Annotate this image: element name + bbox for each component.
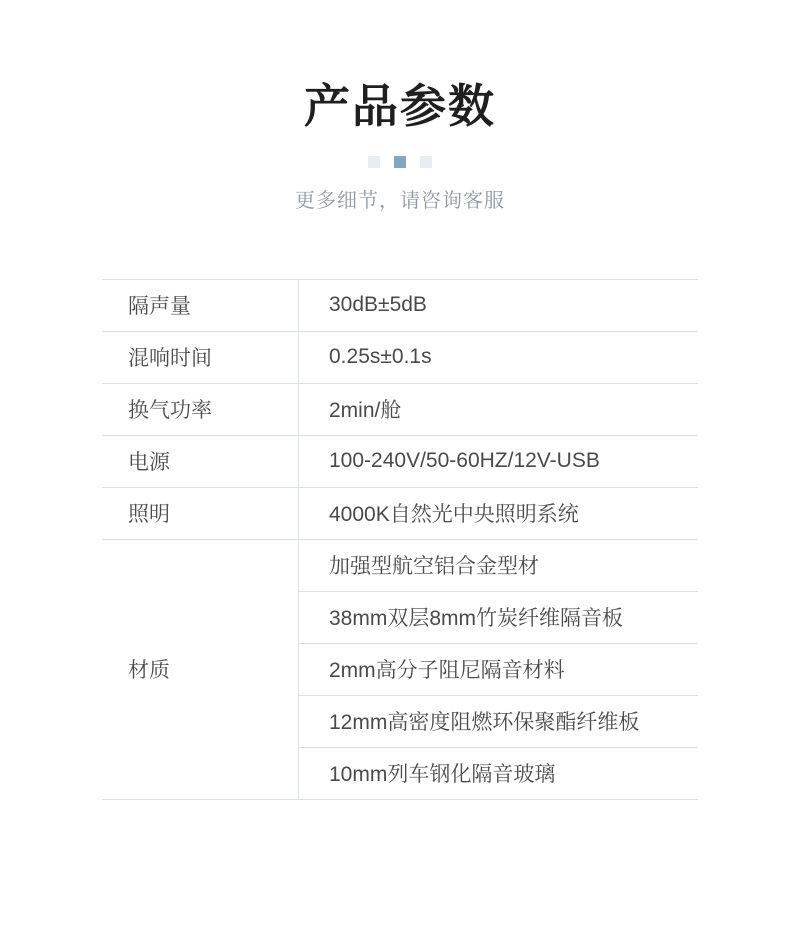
dot-2-icon <box>394 156 406 168</box>
decorative-dots <box>0 156 800 168</box>
spec-value: 2min/舱 <box>299 383 699 435</box>
page-subtitle: 更多细节，请咨询客服 <box>295 189 505 212</box>
page-title: 产品参数 <box>304 80 496 132</box>
table-row <box>102 487 698 539</box>
spec-value-material: 加强型航空铝合金型材 <box>299 539 699 591</box>
spec-value-material: 38mm双层8mm竹炭纤维隔音板 <box>299 591 699 643</box>
spec-value: 100-240V/50-60HZ/12V-USB <box>299 435 699 487</box>
spec-label: 电源 <box>102 435 299 487</box>
spec-table <box>102 279 698 800</box>
table-row <box>102 435 698 487</box>
page-header <box>0 0 800 213</box>
spec-value-material: 2mm高分子阻尼隔音材料 <box>299 643 699 695</box>
spec-label-material: 材质 <box>102 539 299 799</box>
dot-1-icon <box>368 156 380 168</box>
spec-label: 照明 <box>102 487 299 539</box>
table-row <box>102 279 698 331</box>
spec-value-material: 10mm列车钢化隔音玻璃 <box>299 747 699 799</box>
spec-value: 4000K自然光中央照明系统 <box>299 487 699 539</box>
spec-label: 换气功率 <box>102 383 299 435</box>
spec-label: 混响时间 <box>102 331 299 383</box>
dot-3-icon <box>420 156 432 168</box>
table-row <box>102 331 698 383</box>
table-row-material <box>102 539 698 591</box>
spec-value: 0.25s±0.1s <box>299 331 699 383</box>
spec-label: 隔声量 <box>102 279 299 331</box>
spec-value-material: 12mm高密度阻燃环保聚酯纤维板 <box>299 695 699 747</box>
table-row <box>102 383 698 435</box>
spec-value: 30dB±5dB <box>299 279 699 331</box>
